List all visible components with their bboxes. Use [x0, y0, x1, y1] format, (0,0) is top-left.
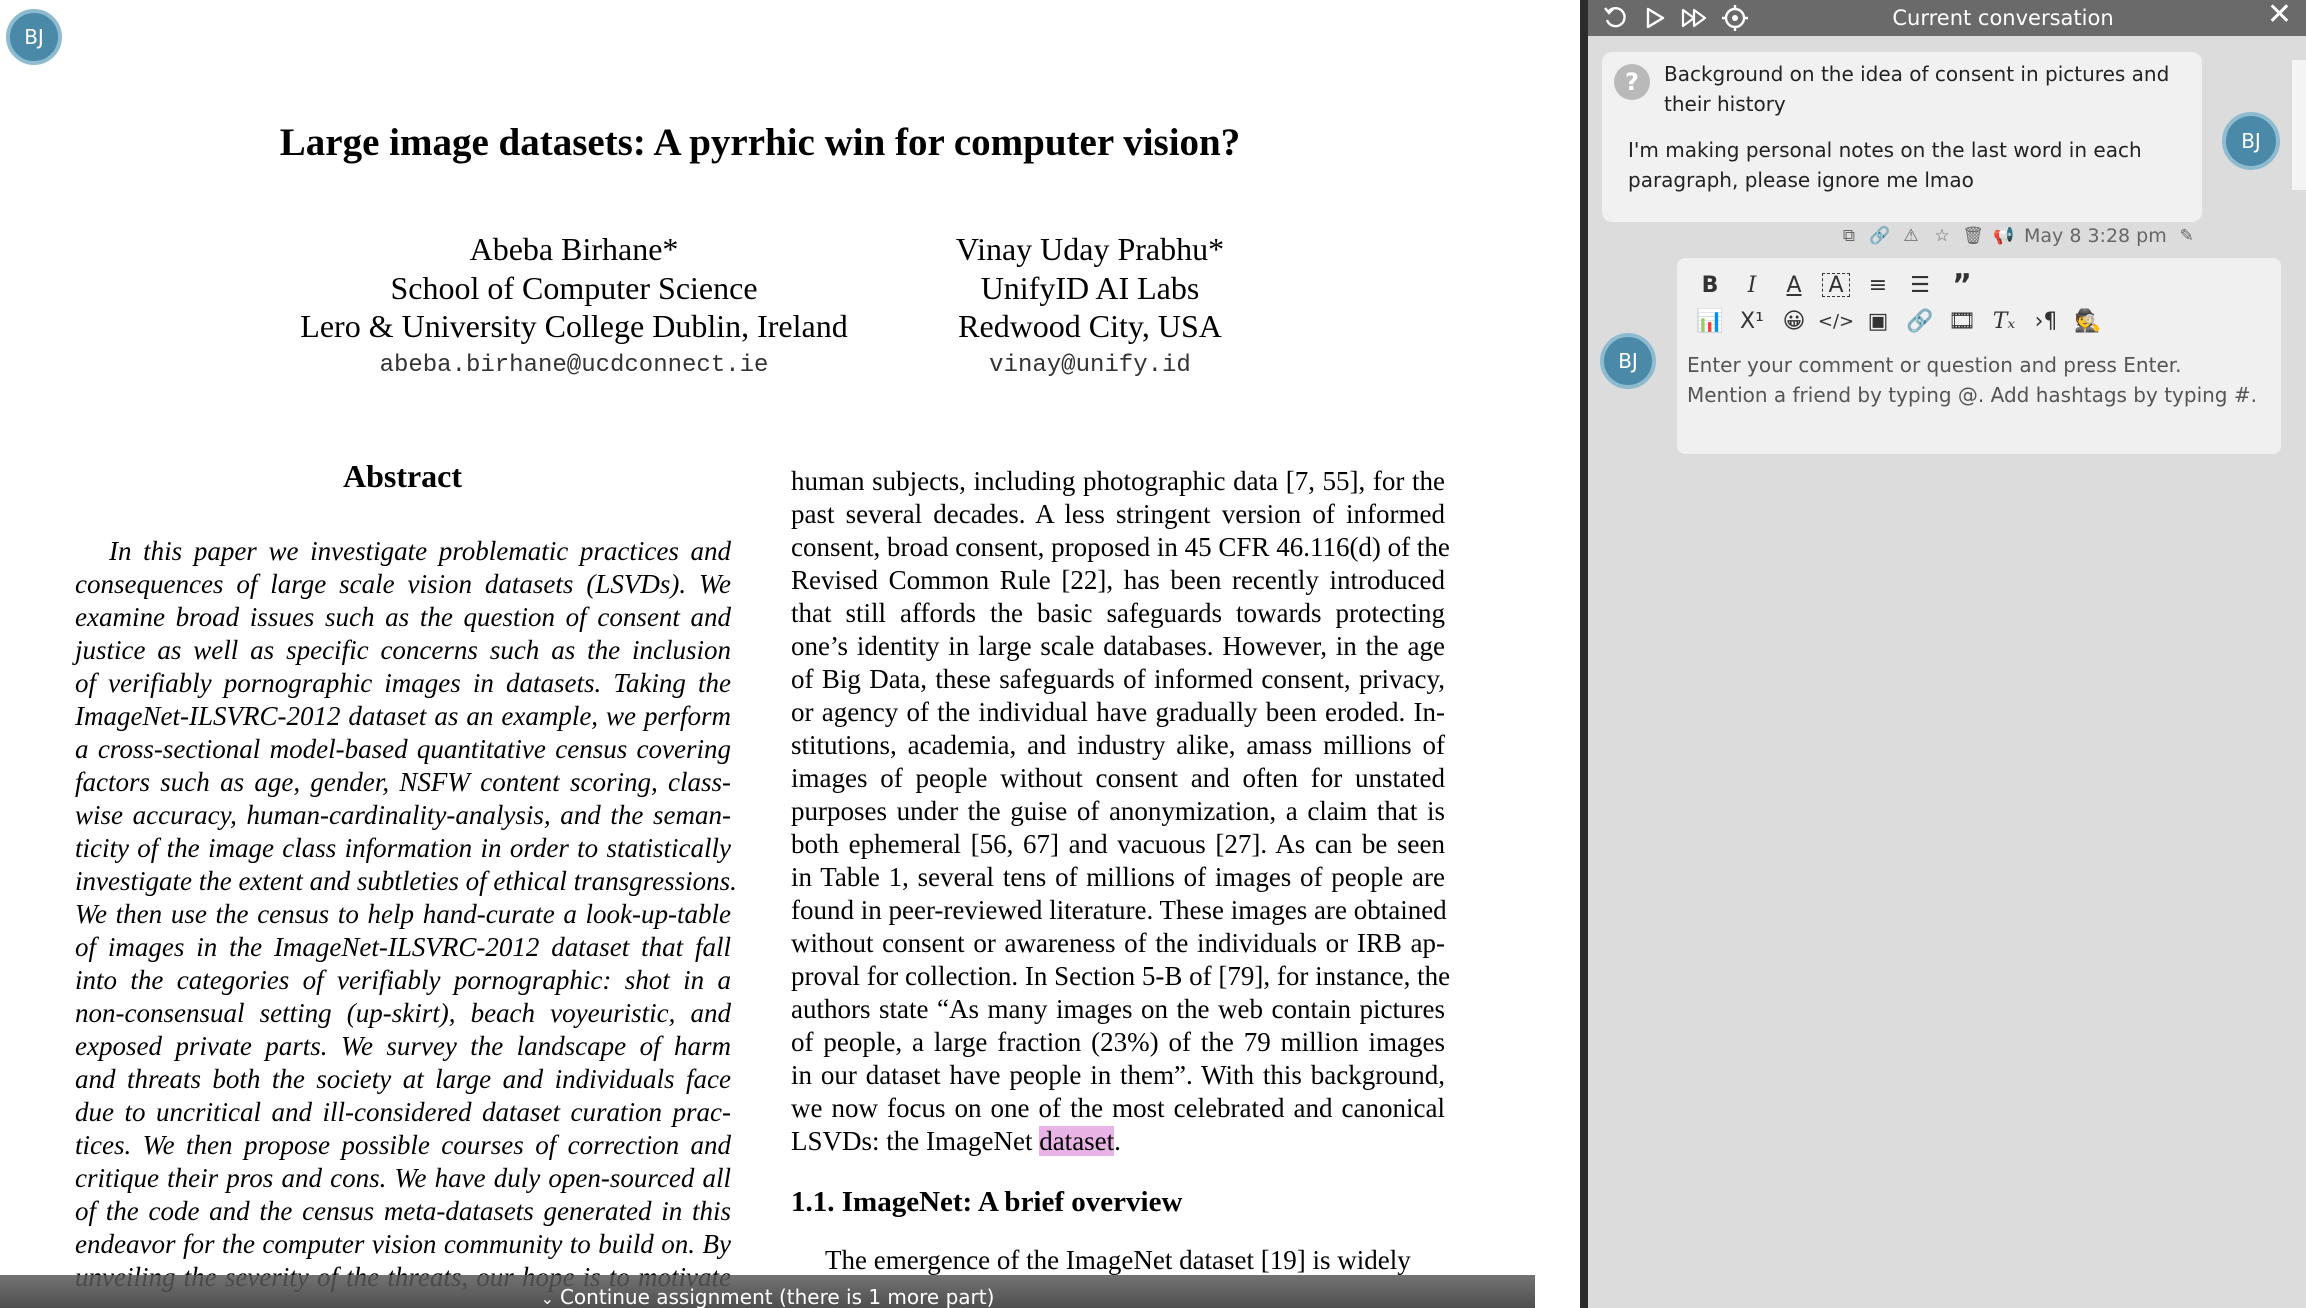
- copy-icon[interactable]: ⧉: [1842, 226, 1856, 246]
- text-line: critique their pros and cons. We have duly open-sourced all: [75, 1163, 731, 1193]
- warning-icon[interactable]: ⚠: [1903, 226, 1919, 246]
- sidebar-header: [1588, 0, 2306, 36]
- film-icon[interactable]: 🎞: [1948, 308, 1976, 334]
- text-span: .: [1114, 1126, 1121, 1156]
- emoji-icon[interactable]: 😀: [1782, 308, 1806, 334]
- text-line: one’s identity in large scale databases. However, in the age: [791, 631, 1445, 661]
- superscript-icon[interactable]: X¹: [1740, 308, 1764, 334]
- text-line: images of people without consent and often for unstated: [791, 763, 1445, 793]
- text-line: and threats both the society at large and individuals face: [75, 1064, 731, 1094]
- question-icon: ?: [1614, 64, 1650, 100]
- text-line: of the code and the census meta-datasets generated in this: [75, 1196, 731, 1226]
- author-affiliation: School of Computer Science: [390, 269, 758, 306]
- bullet-list-icon[interactable]: ☰: [1910, 272, 1930, 298]
- text-line: a cross-sectional model-based quantitative census covering: [75, 734, 731, 764]
- chevron-down-icon: ⌄: [540, 1289, 554, 1308]
- text-line: that still affords the basic safeguards towards protecting: [791, 598, 1445, 628]
- text-line: of people, a large fraction (23%) of the 79 million images: [791, 1027, 1445, 1057]
- text-line: endeavor for the computer vision community to build on. By: [75, 1229, 731, 1259]
- paragraph-last-line: [791, 1125, 1445, 1158]
- bold-icon[interactable]: B: [1701, 272, 1719, 298]
- text-color-icon[interactable]: A: [1786, 272, 1802, 298]
- text-line: in our dataset have people in them”. With this background,: [791, 1060, 1445, 1090]
- text-line: stitutions, academia, and industry alike, amass millions of: [791, 730, 1445, 760]
- comment-input[interactable]: Enter your comment or question and press Enter. Mention a friend by typing @. Add hashtags by typing #.: [1687, 353, 2257, 407]
- anonymous-icon[interactable]: 🕵: [2074, 308, 2102, 334]
- text-line: due to uncritical and ill-considered dataset curation prac-: [75, 1097, 731, 1127]
- author-name: Abeba Birhane*: [469, 231, 679, 267]
- text-line: without consent or awareness of the individuals or IRB ap-: [791, 928, 1445, 958]
- scrollbar[interactable]: [2292, 60, 2306, 190]
- editor-toolbar-row: [1689, 266, 1983, 304]
- text-line: In this paper we investigate problematic practices and: [109, 536, 731, 566]
- text-line: Revised Common Rule [22], has been recently introduced: [791, 565, 1445, 595]
- link-icon[interactable]: 🔗: [1906, 308, 1934, 334]
- abstract-heading: Abstract: [342, 458, 463, 494]
- text-line: consent, broad consent, proposed in 45 CFR 46.116(d) of the: [791, 532, 1450, 562]
- text-line: ticity of the image class information in order to statistically: [75, 833, 731, 863]
- link-icon[interactable]: 🔗: [1869, 226, 1891, 246]
- text-line: past several decades. A less stringent version of informed: [791, 499, 1445, 529]
- text-span: LSVDs: the ImageNet: [791, 1126, 1040, 1156]
- author-email: vinay@unify.id: [989, 351, 1191, 379]
- continue-assignment-bar[interactable]: [0, 1275, 1535, 1308]
- text-line: ImageNet-ILSVRC-2012 dataset as an example, we perform: [75, 701, 731, 731]
- continue-label: Continue assignment (there is 1 more part): [559, 1285, 995, 1308]
- text-line: or agency of the individual have gradually been eroded. In-: [791, 697, 1445, 727]
- text-line: consequences of large scale vision datasets (LSVDs). We: [75, 569, 731, 599]
- comment-editor: [1677, 258, 2281, 454]
- text-line: authors state “As many images on the web contain pictures: [791, 994, 1445, 1024]
- editor-avatar[interactable]: BJ: [1600, 333, 1656, 389]
- clear-format-icon[interactable]: Tₓ: [1992, 308, 2016, 334]
- text-line: investigate the extent and subtleties of ethical transgressions.: [75, 866, 737, 896]
- chart-icon[interactable]: 📊: [1696, 308, 1724, 334]
- ordered-list-icon[interactable]: ≡: [1868, 272, 1888, 298]
- code-icon[interactable]: </>: [1817, 310, 1855, 332]
- comment-actions: [1838, 224, 2198, 248]
- edit-icon[interactable]: ✎: [2179, 226, 2194, 246]
- author-affiliation: UnifyID AI Labs: [980, 269, 1200, 306]
- text-line: of Big Data, these safeguards of informed consent, privacy,: [791, 664, 1445, 694]
- paper-title: Large image datasets: A pyrrhic win for computer vision?: [279, 121, 1241, 164]
- comment-title: Background on the idea of consent in pictures and their history: [1664, 62, 2170, 116]
- close-icon[interactable]: ✕: [2266, 0, 2292, 32]
- image-icon[interactable]: ▣: [1867, 308, 1889, 334]
- comment-author-avatar[interactable]: BJ: [2222, 112, 2280, 170]
- abstract-text: [75, 535, 737, 1294]
- highlight-color-icon[interactable]: A: [1815, 266, 1857, 304]
- text-line: purposes under the guise of anonymization, a claim that is: [791, 796, 1445, 826]
- text-line: proval for collection. In Section 5-B of [79], for instance, the: [791, 961, 1451, 991]
- italic-icon[interactable]: I: [1747, 272, 1757, 298]
- editor-toolbar-row: [1689, 302, 2109, 340]
- text-line: in Table 1, several tens of millions of images of people are: [791, 862, 1445, 892]
- text-line: tices. We then propose possible courses of correction and: [75, 1130, 731, 1160]
- comment-timestamp: May 8 3:28 pm: [2024, 225, 2167, 247]
- user-avatar[interactable]: BJ: [6, 9, 62, 65]
- author-block: [900, 230, 1280, 386]
- author-affiliation: Lero & University College Dublin, Ireland: [300, 308, 848, 344]
- trash-icon[interactable]: 🗑: [1962, 226, 1984, 246]
- megaphone-icon[interactable]: 📢: [1993, 226, 2015, 246]
- text-line: factors such as age, gender, NSFW content scoring, class-: [75, 767, 731, 797]
- author-email: abeba.birhane@ucdconnect.ie: [379, 351, 769, 379]
- text-line: justice as well as specific concerns such as the inclusion: [75, 635, 731, 665]
- paragraph-direction-icon[interactable]: ›¶: [2034, 308, 2058, 334]
- body-text-column: [791, 465, 1451, 1158]
- highlighted-word[interactable]: dataset: [1039, 1126, 1115, 1156]
- sidebar-title: Current conversation: [1892, 6, 2114, 30]
- conversation-sidebar: [1588, 0, 2306, 1308]
- text-line: into the categories of verifiably pornographic: shot in a: [75, 965, 731, 995]
- text-line: We then use the census to help hand-curate a look-up-table: [75, 899, 731, 929]
- section-heading: 1.1. ImageNet: A brief overview: [791, 1186, 1183, 1218]
- comment-body: I'm making personal notes on the last word in each paragraph, please ignore me lmao: [1628, 138, 2142, 192]
- text-line: exposed private parts. We survey the landscape of harm: [75, 1031, 731, 1061]
- text-line: human subjects, including photographic data [7, 55], for the: [791, 466, 1445, 496]
- text-line: wise accuracy, human-cardinality-analysis, and the seman-: [75, 800, 731, 830]
- text-line: of verifiably pornographic images in datasets. Taking the: [75, 668, 731, 698]
- author-name: Vinay Uday Prabhu*: [955, 231, 1225, 267]
- author-affiliation: Redwood City, USA: [958, 308, 1222, 344]
- author-block: [270, 230, 878, 386]
- quote-icon[interactable]: ”: [1952, 267, 1972, 303]
- star-icon[interactable]: ☆: [1934, 226, 1950, 246]
- text-line: examine broad issues such as the question of consent and: [75, 602, 731, 632]
- text-line: non-consensual setting (up-skirt), beach voyeuristic, and: [75, 998, 731, 1028]
- text-line: found in peer-reviewed literature. These images are obtained: [791, 895, 1447, 925]
- section-paragraph: The emergence of the ImageNet dataset [19] is widely: [825, 1245, 1411, 1275]
- text-line: we now focus on one of the most celebrated and canonical: [791, 1093, 1445, 1123]
- text-line: both ephemeral [56, 67] and vacuous [27]. As can be seen: [791, 829, 1445, 859]
- panel-divider[interactable]: [1580, 0, 1588, 1308]
- text-line: of images in the ImageNet-ILSVRC-2012 dataset that fall: [75, 932, 731, 962]
- body-paragraph: [791, 465, 1451, 1125]
